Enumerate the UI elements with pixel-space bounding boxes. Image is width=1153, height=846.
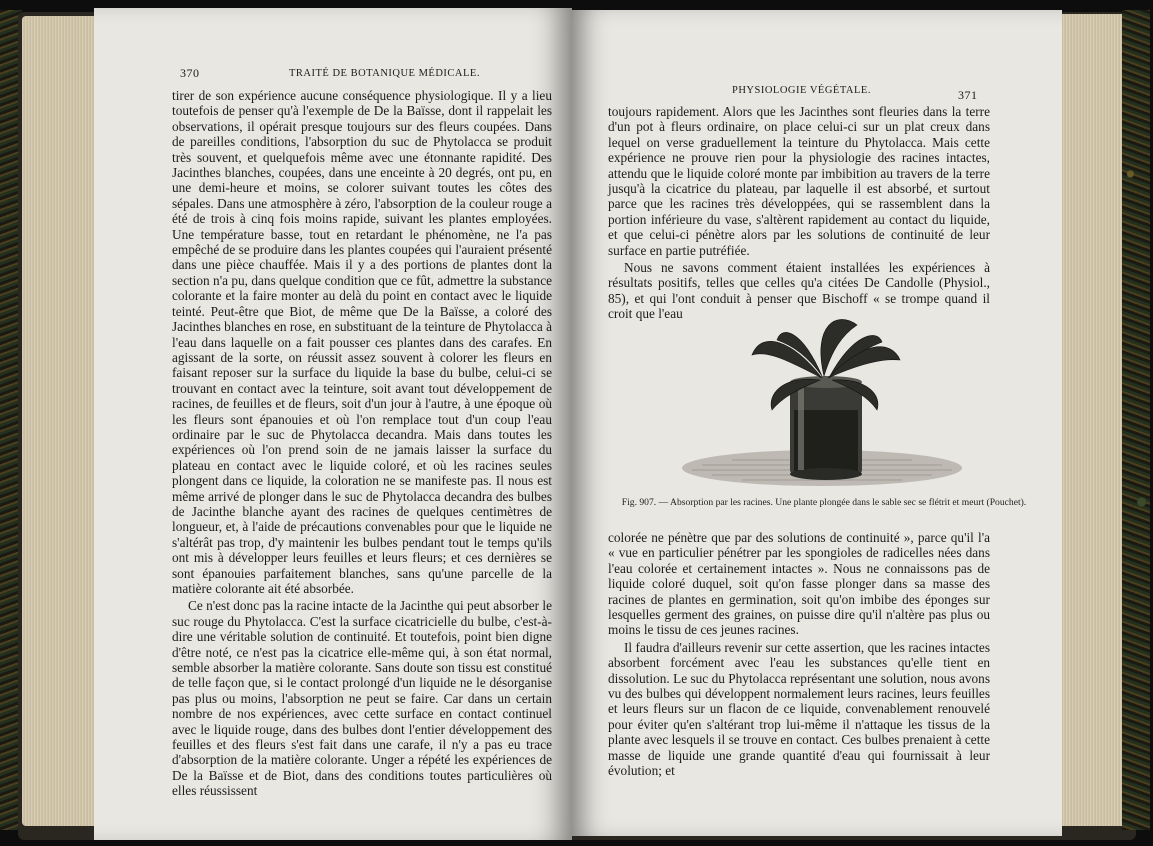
paragraph: Ce n'est donc pas la racine intacte de la Jacinthe qui peut absorber le suc rouge du Phytolacca. C'est la surface cicatricielle du bulbe, c'est-à-dire une véritable solution de continuité. Et toutefois, point bien digne d'être noté, ce n'est pas la cicatrice elle-même qui, à son état normal, semble absorber la matière colorante. Sans doute son tissu est constitué de telle façon que, si le contact prolongé d'un liquide ne le désorganise pas plus ou moins, l'absorption ne peut se faire. Car dans un certain nombre de nos expériences, avec cette surface en contact continuel avec le liquide rouge, dans des bulbes dont l'entier développement des feuilles et des fleurs s'est fait dans une carafe, il n'y a pas eu trace d'absorption de la matière colorante. Unger a répété les expériences de De la Baïsse et de Biot, dans des conditions toutes particulières où elles réussissent — [172, 598, 552, 799]
paragraph: Il faudra d'ailleurs revenir sur cette assertion, que les racines intactes absorbent forcément avec l'eau les substances qu'elle tient en dissolution. Le suc du Phytolacca représentant une solution, nous avons vu des bulbes qui développent normalement leurs racines, leurs feuilles et leurs fleurs sur un flacon de ce liquide, convenablement renouvelé pour éviter qu'en s'altérant trop lui-même il n'attaque les tissus de la plante avec lesquels il se trouve en contact. Ces bulbes prenaient à cette masse de liquide une grande quantité d'eau qui fournissait à leur évolution; et — [608, 639, 990, 779]
figure-illustration — [672, 300, 972, 490]
body-text — [172, 88, 552, 799]
book-cover-right — [1122, 10, 1150, 830]
running-head: TRAITÉ DE BOTANIQUE MÉDICALE. — [289, 68, 480, 79]
page-edges-left — [22, 16, 94, 826]
paragraph: colorée ne pénètre que par des solutions de continuité », parce qu'il l'a « vue en particulier pénétrer par les spongioles de radicelles nées dans l'eau colorée et certainement intactes ». Nous ne connaissons pas de liquide coloré duquel, soit qu'on fasse plonger dans sa masse des racines de plantes en germination, soit qu'on imbibe des éponges sur lesquelles germent des graines, on puisse dire qu'il n'altère pas plus ou moins le tissu de ces jeunes racines. — [608, 530, 990, 638]
running-head: PHYSIOLOGIE VÉGÉTALE. — [732, 85, 871, 96]
page-number: 371 — [958, 88, 978, 102]
body-text-top — [608, 104, 990, 322]
left-page — [94, 8, 572, 840]
figure-caption: Fig. 907. — Absorption par les racines. Une plante plongée dans le sable sec se flétrit et meurt (Pouchet). — [621, 497, 1027, 508]
body-text-bottom — [608, 530, 990, 779]
paragraph: Nous ne savons comment étaient installées les expériences à résultats positifs, telles que celles qu'a citées De Candolle (Physiol., 85), et qui l'ont conduit à penser que Bischoff « se trompe quand il croit que l'eau — [608, 260, 990, 322]
right-page — [572, 10, 1062, 836]
paragraph: tirer de son expérience aucune conséquence physiologique. Il y a lieu toutefois de penser qu'à l'exemple de De la Baïsse, dont il rappelait les observations, il opérait presque toujours sur des fleurs coupées. Dans de pareilles conditions, l'absorption du suc de Phytolacca se produit très souvent, et quelquefois même avec une étonnante rapidité. Des Jacinthes blanches, coupées, dans une enceinte à 20 degrés, ont pu, en une demi-heure et moins, se colorer suivant toutes les côtes des sépales. Dans une atmosphère à zéro, l'absorption de la couleur rouge a été de trois à cinq fois moins rapide, suivant les plantes employées. Une température basse, tout en retardant le phénomène, ne l'a pas empêché de se produire dans les plantes coupées qui l'auraient présenté dans une pièce chauffée. Mais il y a des portions de plantes dont la section n'a pu, dans quelque condition que ce fût, admettre la substance colorante et la faire monter au delà du point en contact avec le liquide teinté. Peut-être que Biot, de même que De la Baïsse, a coloré des Jacinthes blanches en rose, en substituant de la teinture de Phytolacca à l'eau dans laquelle on a fait pousser ces plantes dans des carafes. En agissant de la sorte, on réussit assez souvent à colorer les fleurs en faisant reposer sur la surface du liquide la base du bulbe, celui-ci se trouvant en contact avec la teinture, soit avant tout développement de racines, de feuilles et de fleurs, soit d'un jour à l'autre, à une époque où les fleurs sont épanouies et où l'on remplace tout d'un coup l'eau ordinaire par le suc de Phytolacca decandra. Mais dans toutes les expériences où l'on prend soin de ne jamais laisser la surface du plateau en contact avec le liquide coloré, et où les racines seules plongent dans ce liquide, la coloration ne se manifeste pas. Il nous est même arrivé de plonger dans le suc de Phytolacca decandra des bulbes de Jacinthe blanche ayant des racines de quelques centimètres de longueur, et, à l'aide de précautions convenables pour que le liquide ne s'altérât pas trop, d'y maintenir les bulbes pendant tout le temps qu'ils ont mis à développer leurs feuilles et leurs fleurs; et ces dernières se sont épanouies parfaitement blanches, sans qu'une parcelle de la matière colorante ait été absorbée. — [172, 88, 552, 596]
paragraph: toujours rapidement. Alors que les Jacinthes sont fleuries dans la terre d'un pot à fleurs ordinaire, on place celui-ci sur un plat creux dans lequel on verse graduellement la teinture du Phytolacca. Mais cette expérience ne prouve rien pour la physiologie des racines intactes, attendu que le liquide coloré monte par imbibition au travers de la terre jusqu'à la cicatrice du plateau, par laquelle il est absorbé, et surtout parce que les racines très développées, qui se rassemblent dans la portion inférieure du vase, s'altèrent rapidement au contact du liquide, et que celui-ci pénètre alors par les solutions de continuité de leur surface en partie putréfiée. — [608, 104, 990, 258]
page-number: 370 — [180, 66, 200, 80]
